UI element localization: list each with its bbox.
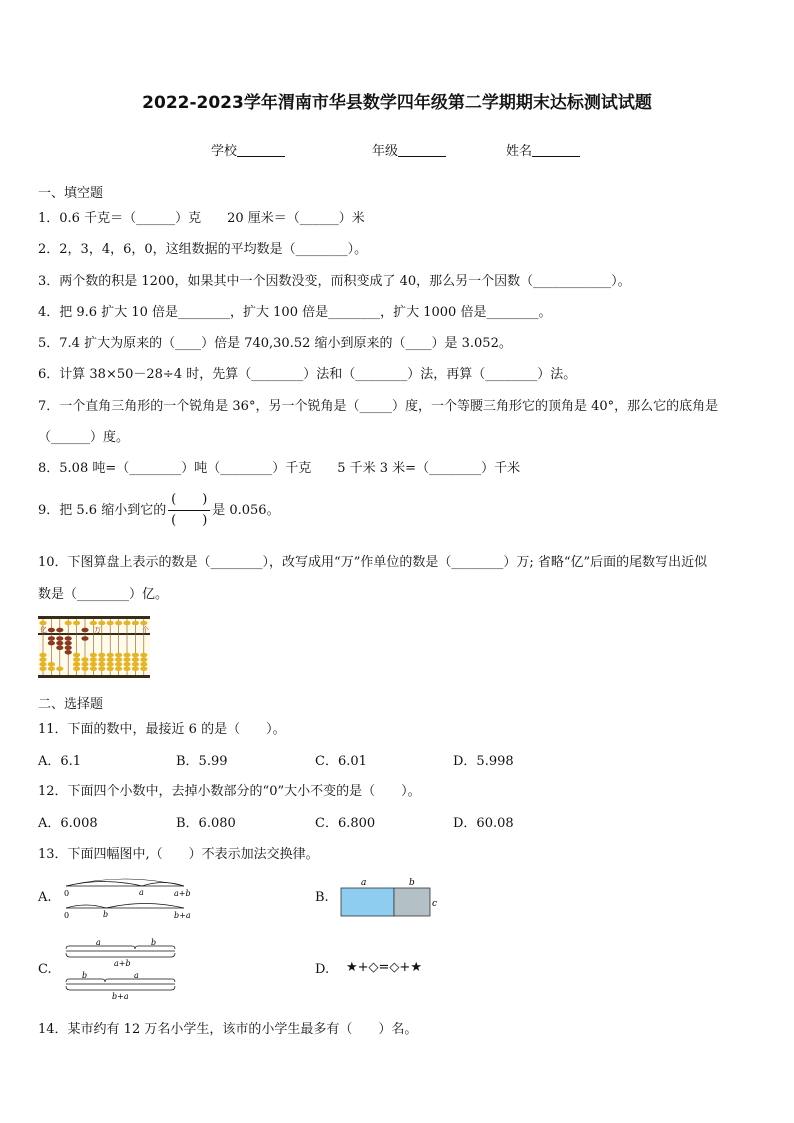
abacus-bead (107, 667, 114, 672)
svg-text:a: a (361, 878, 367, 888)
q13-diagram-b (338, 874, 443, 920)
abacus-bead (98, 662, 105, 667)
abacus-bead (140, 667, 147, 672)
abacus-bead (48, 641, 55, 646)
svg-text:0: 0 (64, 889, 70, 898)
abacus-bead (90, 621, 97, 626)
question-1: 1．0.6 千克＝（______）克 20 厘米＝（______）米 (38, 211, 365, 226)
question-10-line1: 10．下图算盘上表示的数是（________），改写成用“万”作单位的数是（________）万; 省略“亿”后面的尾数写出近似 (38, 555, 708, 570)
abacus-bead (65, 650, 72, 655)
abacus-label-ge: 个 (142, 626, 149, 634)
q11-option-c: C．6.01 (315, 754, 367, 769)
abacus-bead (115, 667, 122, 672)
abacus-bead (39, 662, 46, 667)
svg-text:a: a (134, 971, 139, 980)
q13-option-a-label: A. (38, 890, 52, 905)
abacus-bead (123, 662, 130, 667)
abacus-bead (98, 621, 105, 626)
abacus-bead (65, 636, 72, 641)
q13-option-c-label: C. (38, 962, 52, 977)
question-3: 3．两个数的积是 1200，如果其中一个因数没变，而积变成了 40，那么另一个因数（____________）。 (38, 274, 631, 289)
abacus-bead (56, 645, 63, 650)
abacus-label-wan: 万 (94, 626, 101, 634)
abacus-image (38, 616, 150, 678)
abacus-bead (81, 662, 88, 667)
question-10-line2: 数是（________）亿。 (38, 587, 169, 602)
q13-diagram-c (62, 936, 182, 1002)
abacus-bead (115, 662, 122, 667)
question-6: 6．计算 38×50－28÷4 时，先算（________）法和（________）法，再算（________）法。 (38, 367, 577, 382)
abacus-bead (115, 621, 122, 626)
abacus-bead (65, 645, 72, 650)
svg-text:a: a (139, 888, 144, 897)
abacus-bead (48, 628, 55, 633)
abacus-bead (107, 653, 114, 658)
question-14: 14．某市约有 12 万名小学生，该市的小学生最多有（ ）名。 (38, 1022, 418, 1037)
abacus-bead (73, 653, 80, 658)
svg-text:c: c (432, 899, 438, 909)
abacus-bead (123, 667, 130, 672)
svg-text:a+b: a+b (114, 959, 131, 968)
abacus-bead (48, 636, 55, 641)
abacus-bead (140, 653, 147, 658)
abacus-bead (90, 657, 97, 662)
abacus-bead (73, 667, 80, 672)
abacus-bead (140, 662, 147, 667)
svg-text:0: 0 (64, 911, 70, 920)
abacus-bead (132, 667, 139, 672)
question-2: 2．2，3，4，6，0，这组数据的平均数是（________）。 (38, 242, 368, 257)
abacus-bead (81, 657, 88, 662)
q13-option-b-label: B. (315, 890, 329, 905)
abacus-bead (132, 657, 139, 662)
abacus-bead (123, 653, 130, 658)
abacus-bead (115, 657, 122, 662)
abacus-bead (39, 657, 46, 662)
question-12: 12．下面四个小数中，去掉小数部分的“0”大小不变的是（ ）。 (38, 784, 421, 799)
abacus-bead (98, 653, 105, 658)
abacus-bead (73, 662, 80, 667)
abacus-bead (132, 662, 139, 667)
school-field: 学校 (211, 140, 285, 159)
question-8: 8．5.08 吨=（________）吨（________）千克 5 千米 3 米=（________）千米 (38, 461, 521, 476)
question-7-line1: 7．一个直角三角形的一个锐角是 36°，另一个锐角是（_____）度，一个等腰三角形它的顶角是 40°，那么它的底角是 (38, 399, 719, 414)
abacus-bead (140, 657, 147, 662)
abacus-bead (140, 621, 147, 626)
q11-option-a: A．6.1 (38, 754, 82, 769)
grade-field: 年级 (372, 140, 446, 159)
section-choice: 二、选择题 (38, 697, 104, 712)
question-5: 5．7.4 扩大为原来的（____）倍是 740,30.52 缩小到原来的（____）是 3.052。 (38, 336, 512, 351)
q12-option-a: A．6.008 (38, 816, 98, 831)
svg-text:b+a: b+a (174, 911, 191, 920)
q13-option-d-formula: ★+◇=◇+★ (346, 960, 422, 975)
abacus-bead (65, 641, 72, 646)
question-13: 13．下面四幅图中,（ ）不表示加法交换律。 (38, 847, 319, 862)
abacus-bead (107, 657, 114, 662)
abacus-bead (115, 653, 122, 658)
question-7-line2: （______）度。 (38, 430, 130, 445)
abacus-bead (56, 628, 63, 633)
abacus-bead (98, 657, 105, 662)
question-9: 9．把 5.6 缩小到它的 $\frac{( )}{( )}$ 是 0.056。 (38, 490, 280, 531)
abacus-bead (107, 621, 114, 626)
q12-option-d: D．60.08 (453, 816, 514, 831)
abacus-bead (73, 657, 80, 662)
svg-text:b: b (409, 878, 415, 888)
svg-text:a: a (96, 938, 101, 947)
q12-option-c: C．6.800 (315, 816, 376, 831)
q12-option-b: B．6.080 (176, 816, 236, 831)
abacus-bead (107, 662, 114, 667)
abacus-bead (98, 667, 105, 672)
abacus-bead (56, 667, 63, 672)
abacus-bead (81, 628, 88, 633)
q13-diagram-a (62, 876, 197, 920)
name-field: 姓名 (506, 140, 580, 159)
abacus-bead (123, 621, 130, 626)
q11-option-b: B．5.99 (176, 754, 228, 769)
abacus-bead (90, 667, 97, 672)
abacus-bead (132, 653, 139, 658)
abacus-bead (56, 641, 63, 646)
q13-option-d-label: D. (315, 962, 330, 977)
abacus-bead (39, 667, 46, 672)
svg-text:a+b: a+b (174, 889, 191, 898)
abacus-bead (123, 657, 130, 662)
fraction: $\frac{( )}{( )}$ (168, 490, 210, 531)
svg-text:b+a: b+a (112, 992, 129, 1001)
svg-text:b: b (82, 971, 88, 980)
abacus-bead (65, 621, 72, 626)
abacus-bead (81, 636, 88, 641)
abacus-bead (48, 667, 55, 672)
svg-text:b: b (103, 910, 109, 919)
question-4: 4．把 9.6 扩大 10 倍是________，扩大 100 倍是________，扩大 1000 倍是________。 (38, 305, 552, 320)
abacus-bead (73, 621, 80, 626)
abacus-bead (39, 621, 46, 626)
abacus-bead (81, 667, 88, 672)
abacus-bead (48, 662, 55, 667)
abacus-label-yi: 亿 (40, 626, 47, 634)
abacus-bead (56, 636, 63, 641)
abacus-bead (90, 662, 97, 667)
abacus-bead (39, 653, 46, 658)
q11-option-d: D．5.998 (453, 754, 514, 769)
abacus-bead (132, 621, 139, 626)
abacus-bead (90, 653, 97, 658)
section-fill: 一、填空题 (38, 186, 104, 201)
question-11: 11．下面的数中，最接近 6 的是（ ）。 (38, 722, 286, 737)
svg-text:b: b (151, 938, 157, 947)
page-title: 2022-2023学年渭南市华县数学四年级第二学期期末达标测试试题 (142, 93, 652, 113)
